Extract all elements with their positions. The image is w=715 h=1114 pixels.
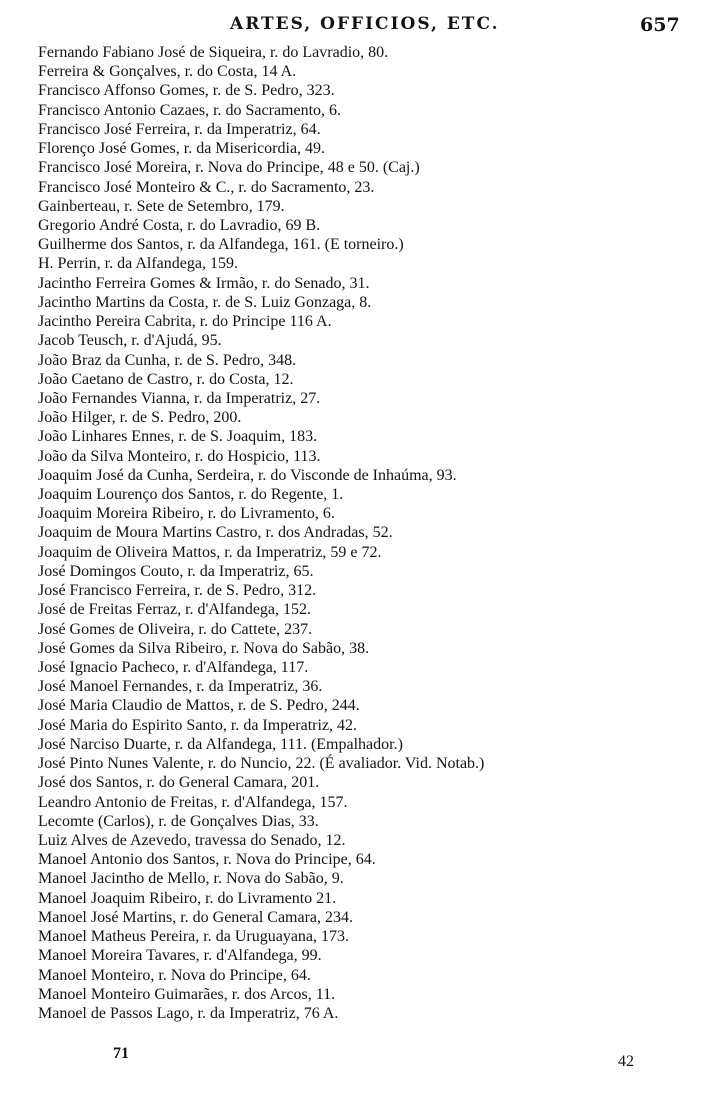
directory-entry: Joaquim de Moura Martins Castro, r. dos Andradas, 52.: [38, 524, 393, 542]
page-number: 657: [640, 14, 680, 36]
directory-entry: Jacob Teusch, r. d'Ajudá, 95.: [38, 332, 222, 350]
directory-entry: Florenço José Gomes, r. da Misericordia, 49.: [38, 140, 326, 158]
directory-entry: João Linhares Ennes, r. de S. Joaquim, 183.: [38, 428, 318, 446]
page-header: [0, 10, 715, 40]
directory-entry: Jacintho Martins da Costa, r. de S. Luiz Gonzaga, 8.: [38, 293, 372, 311]
directory-entry: José Gomes da Silva Ribeiro, r. Nova do Sabão, 38.: [38, 639, 370, 657]
directory-entry: Guilherme dos Santos, r. da Alfandega, 161. (E torneiro.): [38, 236, 404, 254]
sheet-number: 42: [618, 1053, 634, 1070]
directory-entry: Manoel de Passos Lago, r. da Imperatriz, 76 A.: [38, 1004, 339, 1022]
directory-entry: Gainberteau, r. Sete de Setembro, 179.: [38, 197, 285, 215]
directory-entry: João Caetano de Castro, r. do Costa, 12.: [38, 370, 294, 388]
directory-entry: João Braz da Cunha, r. de S. Pedro, 348.: [38, 351, 297, 369]
section-title: ARTES, OFFICIOS, ETC.: [230, 14, 500, 34]
directory-entry: José Narciso Duarte, r. da Alfandega, 111. (Empalhador.): [38, 735, 403, 753]
directory-entry: Manoel Moreira Tavares, r. d'Alfandega, 99.: [38, 947, 322, 965]
directory-entry: João Fernandes Vianna, r. da Imperatriz, 27.: [38, 389, 321, 407]
directory-entry: Francisco Antonio Cazaes, r. do Sacramento, 6.: [38, 101, 342, 119]
directory-entry: H. Perrin, r. da Alfandega, 159.: [38, 255, 238, 273]
directory-entry: Manoel Joaquim Ribeiro, r. do Livramento 21.: [38, 889, 337, 907]
directory-entry: Francisco José Monteiro & C., r. do Sacramento, 23.: [38, 178, 375, 196]
directory-entry: João da Silva Monteiro, r. do Hospicio, 113.: [38, 447, 321, 465]
directory-entry: Francisco José Moreira, r. Nova do Principe, 48 e 50. (Caj.): [38, 159, 420, 177]
directory-entry: Jacintho Ferreira Gomes & Irmão, r. do Senado, 31.: [38, 274, 370, 292]
directory-entry: Leandro Antonio de Freitas, r. d'Alfandega, 157.: [38, 793, 348, 811]
directory-entry: José Pinto Nunes Valente, r. do Nuncio, 22. (É avaliador. Vid. Notab.): [38, 755, 485, 773]
directory-entry: José Ignacio Pacheco, r. d'Alfandega, 117.: [38, 659, 309, 676]
directory-entry: José Gomes de Oliveira, r. do Cattete, 237.: [38, 620, 313, 638]
directory-entry: Manoel José Martins, r. do General Camara, 234.: [38, 908, 354, 926]
directory-entry: José Francisco Ferreira, r. de S. Pedro, 312.: [38, 582, 317, 600]
directory-entry: Francisco Affonso Gomes, r. de S. Pedro, 323.: [38, 82, 335, 100]
directory-entry: José Manoel Fernandes, r. da Imperatriz, 36.: [38, 678, 323, 696]
directory-entry: José Maria Claudio de Mattos, r. de S. Pedro, 244.: [38, 697, 360, 715]
directory-entry: Francisco José Ferreira, r. da Imperatriz, 64.: [38, 120, 321, 138]
directory-list: [38, 43, 698, 1023]
directory-entry: Lecomte (Carlos), r. de Gonçalves Dias, 33.: [38, 812, 319, 830]
directory-entry: Jacintho Pereira Cabrita, r. do Principe 116 A.: [38, 313, 332, 331]
directory-entry: Manoel Jacintho de Mello, r. Nova do Sabão, 9.: [38, 870, 344, 888]
directory-entry: Fernando Fabiano José de Siqueira, r. do Lavradio, 80.: [38, 44, 389, 61]
directory-entry: Manoel Monteiro Guimarães, r. dos Arcos, 11.: [38, 985, 336, 1003]
directory-entry: Ferreira & Gonçalves, r. do Costa, 14 A.: [38, 63, 297, 81]
directory-entry: José Domingos Couto, r. da Imperatriz, 65.: [38, 562, 314, 580]
directory-entry: Joaquim Moreira Ribeiro, r. do Livramento, 6.: [38, 505, 335, 523]
directory-entry: Manoel Monteiro, r. Nova do Principe, 64.: [38, 966, 311, 984]
directory-entry: Joaquim José da Cunha, Serdeira, r. do Visconde de Inhaúma, 93.: [38, 466, 457, 484]
directory-entry: José dos Santos, r. do General Camara, 201.: [38, 774, 320, 792]
signature-mark: 71: [113, 1045, 129, 1062]
directory-entry: João Hilger, r. de S. Pedro, 200.: [38, 409, 242, 427]
directory-entry: Joaquim Lourenço dos Santos, r. do Regente, 1.: [38, 486, 344, 504]
directory-entry: Joaquim de Oliveira Mattos, r. da Imperatriz, 59 e 72.: [38, 543, 382, 561]
directory-entry: José Maria do Espirito Santo, r. da Imperatriz, 42.: [38, 716, 358, 734]
directory-entry: Gregorio André Costa, r. do Lavradio, 69 B.: [38, 216, 321, 234]
directory-entry: José de Freitas Ferraz, r. d'Alfandega, 152.: [38, 601, 312, 619]
directory-entry: Luiz Alves de Azevedo, travessa do Senado, 12.: [38, 831, 346, 849]
directory-entry: Manoel Matheus Pereira, r. da Uruguayana, 173.: [38, 928, 350, 946]
directory-entry: Manoel Antonio dos Santos, r. Nova do Principe, 64.: [38, 851, 376, 869]
